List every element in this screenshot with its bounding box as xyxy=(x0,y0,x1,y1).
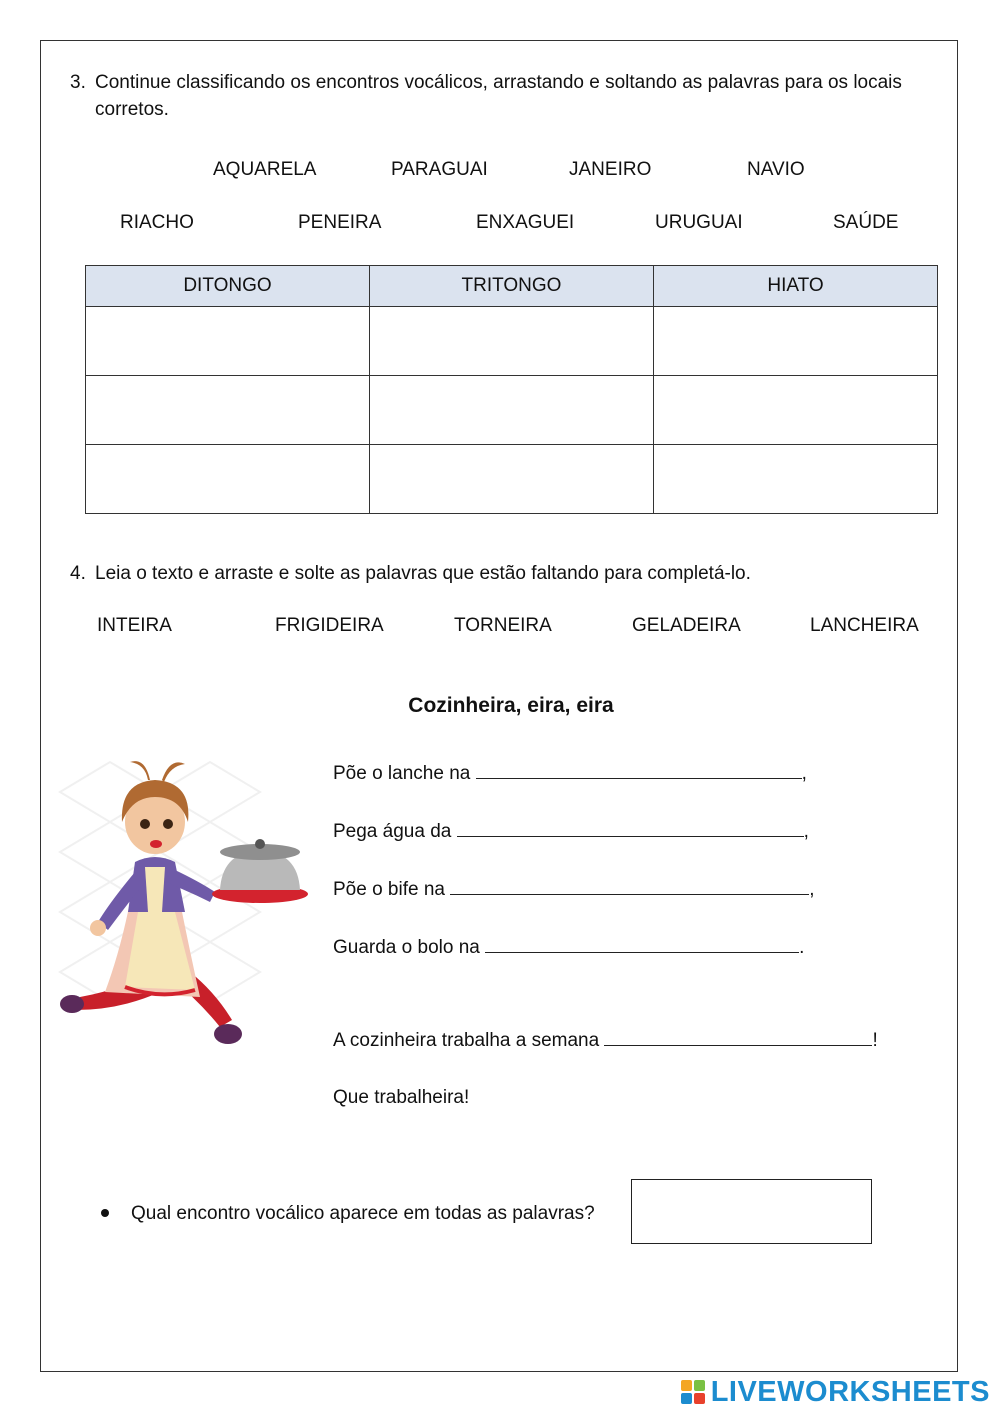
header-ditongo: DITONGO xyxy=(86,266,370,307)
drag-word-frigideira[interactable]: FRIGIDEIRA xyxy=(275,615,384,636)
drop-zone-tritongo-2[interactable] xyxy=(370,376,654,445)
drop-zone-ditongo-2[interactable] xyxy=(86,376,370,445)
answer-box[interactable] xyxy=(631,1179,872,1244)
poem-line-1 xyxy=(333,762,807,785)
drag-word-peneira[interactable]: PENEIRA xyxy=(298,212,382,233)
poem-line-2-text: Pega água da xyxy=(333,821,457,842)
question-4-number: 4. xyxy=(70,563,86,584)
blank-4[interactable] xyxy=(485,936,799,953)
logo-tiles-icon xyxy=(681,1380,705,1404)
drag-word-riacho[interactable]: RIACHO xyxy=(120,212,194,233)
drag-word-navio[interactable]: NAVIO xyxy=(747,159,805,180)
poem-line-4 xyxy=(333,936,804,959)
drag-word-torneira[interactable]: TORNEIRA xyxy=(454,615,552,636)
poem-title: Cozinheira, eira, eira xyxy=(408,694,614,717)
question-3-number: 3. xyxy=(70,72,86,93)
bullet-icon xyxy=(101,1209,109,1217)
poem-line-1-text: Põe o lanche na xyxy=(333,763,476,784)
blank-1[interactable] xyxy=(476,762,802,779)
poem-line-3 xyxy=(333,878,815,901)
drop-zone-hiato-1[interactable] xyxy=(654,307,938,376)
blank-2[interactable] xyxy=(457,820,804,837)
classification-table xyxy=(85,265,938,514)
drag-word-saude[interactable]: SAÚDE xyxy=(833,212,899,233)
poem-line-5-text: A cozinheira trabalha a semana xyxy=(333,1030,605,1051)
poem-line-5-punct: ! xyxy=(872,1030,878,1051)
drag-word-aquarela[interactable]: AQUARELA xyxy=(213,159,317,180)
drag-word-inteira[interactable]: INTEIRA xyxy=(97,615,172,636)
poem-line-4-punct: . xyxy=(799,937,805,958)
drop-zone-ditongo-3[interactable] xyxy=(86,445,370,514)
drop-zone-hiato-2[interactable] xyxy=(654,376,938,445)
cook-girl-illustration xyxy=(50,752,320,1064)
poem-line-2 xyxy=(333,820,809,843)
poem-line-3-text: Põe o bife na xyxy=(333,879,451,900)
header-hiato: HIATO xyxy=(654,266,938,307)
drag-word-lancheira[interactable]: LANCHEIRA xyxy=(810,615,919,636)
question-3-text-line1: Continue classificando os encontros vocálicos, arrastando e soltando as palavras para os locais xyxy=(95,72,902,93)
poem-line-4-text: Guarda o bolo na xyxy=(333,937,486,958)
poem-line-3-punct: , xyxy=(809,879,815,900)
poem-line-2-punct: , xyxy=(803,821,809,842)
drag-word-enxaguei[interactable]: ENXAGUEI xyxy=(476,212,575,233)
drop-zone-hiato-3[interactable] xyxy=(654,445,938,514)
question-3-text-line2: corretos. xyxy=(95,99,169,120)
question-4-text: Leia o texto e arraste e solte as palavras que estão faltando para completá-lo. xyxy=(95,563,751,584)
drag-word-janeiro[interactable]: JANEIRO xyxy=(569,159,652,180)
poem-line-1-punct: , xyxy=(801,763,807,784)
blank-3[interactable] xyxy=(450,878,809,895)
poem-closing: Que trabalheira! xyxy=(333,1087,470,1108)
header-tritongo: TRITONGO xyxy=(370,266,654,307)
drag-word-paraguai[interactable]: PARAGUAI xyxy=(391,159,488,180)
drop-zone-tritongo-3[interactable] xyxy=(370,445,654,514)
drop-zone-tritongo-1[interactable] xyxy=(370,307,654,376)
blank-5[interactable] xyxy=(604,1029,872,1046)
bullet-question: Qual encontro vocálico aparece em todas as palavras? xyxy=(131,1203,595,1224)
liveworksheets-logo xyxy=(681,1376,990,1408)
poem-line-5 xyxy=(333,1029,878,1052)
drag-word-uruguai[interactable]: URUGUAI xyxy=(655,212,743,233)
drag-word-geladeira[interactable]: GELADEIRA xyxy=(632,615,741,636)
brand-name: LIVEWORKSHEETS xyxy=(710,1375,990,1408)
drop-zone-ditongo-1[interactable] xyxy=(86,307,370,376)
